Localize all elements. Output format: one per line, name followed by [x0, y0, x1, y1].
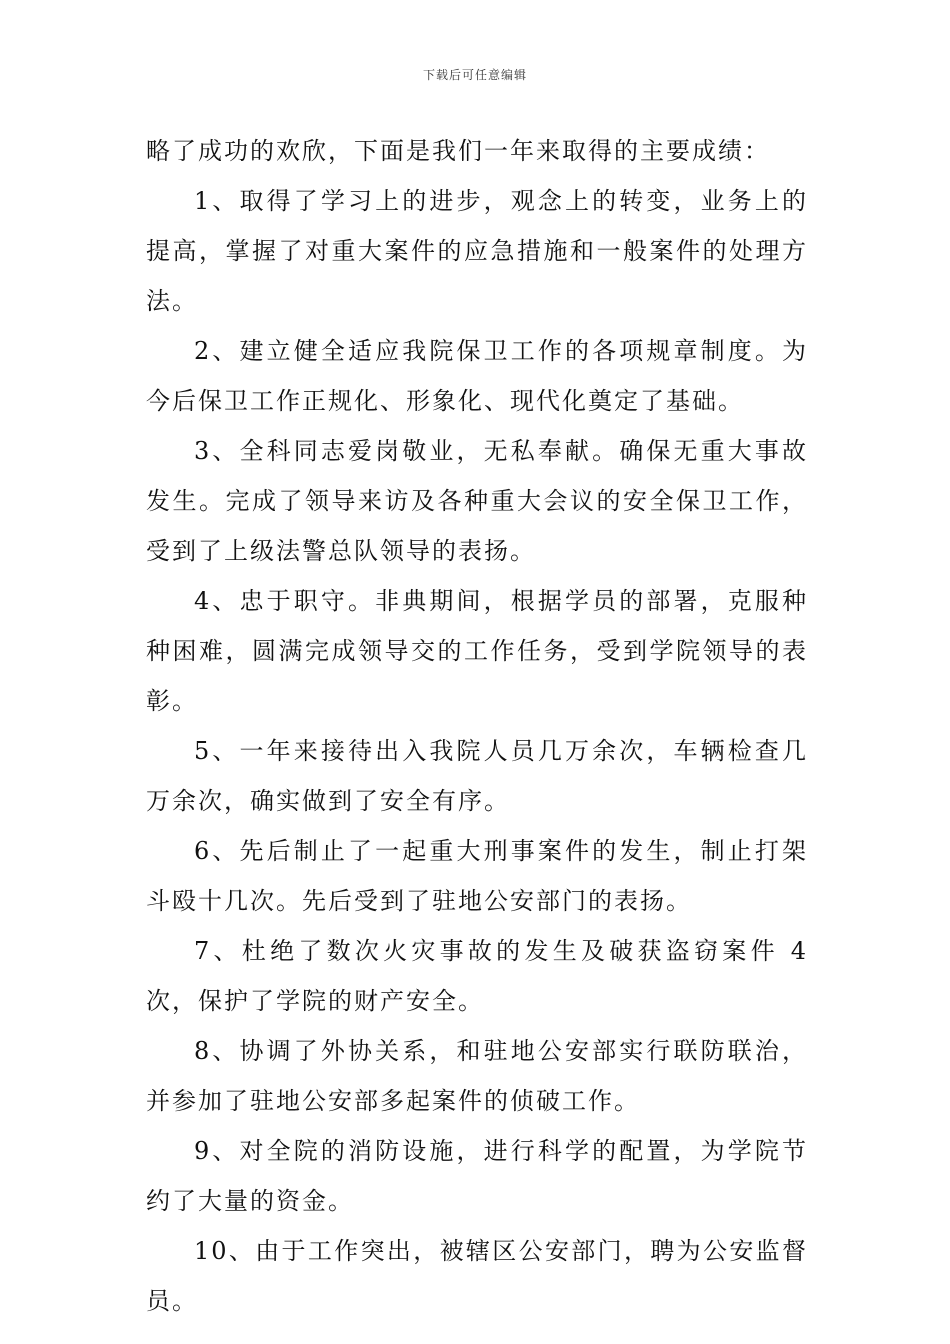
paragraph-item-2: 2、建立健全适应我院保卫工作的各项规章制度。为今后保卫工作正规化、形象化、现代化奠定了基础。	[146, 337, 808, 415]
paragraph-item-1: 1、取得了学习上的进步，观念上的转变，业务上的提高，掌握了对重大案件的应急措施和一般案件的处理方法。	[146, 187, 808, 315]
paragraph-item-6: 6、先后制止了一起重大刑事案件的发生，制止打架斗殴十几次。先后受到了驻地公安部门的表扬。	[146, 837, 808, 915]
paragraph-item-10: 10、由于工作突出，被辖区公安部门，聘为公安监督员。	[146, 1237, 808, 1315]
header-note: 下载后可任意编辑	[422, 68, 527, 82]
paragraph-item-5: 5、一年来接待出入我院人员几万余次，车辆检查几万余次，确实做到了安全有序。	[146, 737, 808, 815]
paragraph-intro: 略了成功的欢欣，下面是我们一年来取得的主要成绩：	[146, 137, 770, 165]
paragraph-item-8: 8、协调了外协关系，和驻地公安部实行联防联治，并参加了驻地公安部多起案件的侦破工作。	[146, 1037, 808, 1115]
document-body	[146, 126, 808, 1326]
paragraph-item-7: 7、杜绝了数次火灾事故的发生及破获盗窃案件 4 次，保护了学院的财产安全。	[146, 937, 808, 1015]
paragraph-item-9: 9、对全院的消防设施，进行科学的配置，为学院节约了大量的资金。	[146, 1137, 808, 1215]
paragraph-item-4: 4、忠于职守。非典期间，根据学员的部署，克服种种困难，圆满完成领导交的工作任务，受到学院领导的表彰。	[146, 587, 808, 715]
paragraph-item-3: 3、全科同志爱岗敬业，无私奉献。确保无重大事故发生。完成了领导来访及各种重大会议的安全保卫工作，受到了上级法警总队领导的表扬。	[146, 437, 808, 565]
